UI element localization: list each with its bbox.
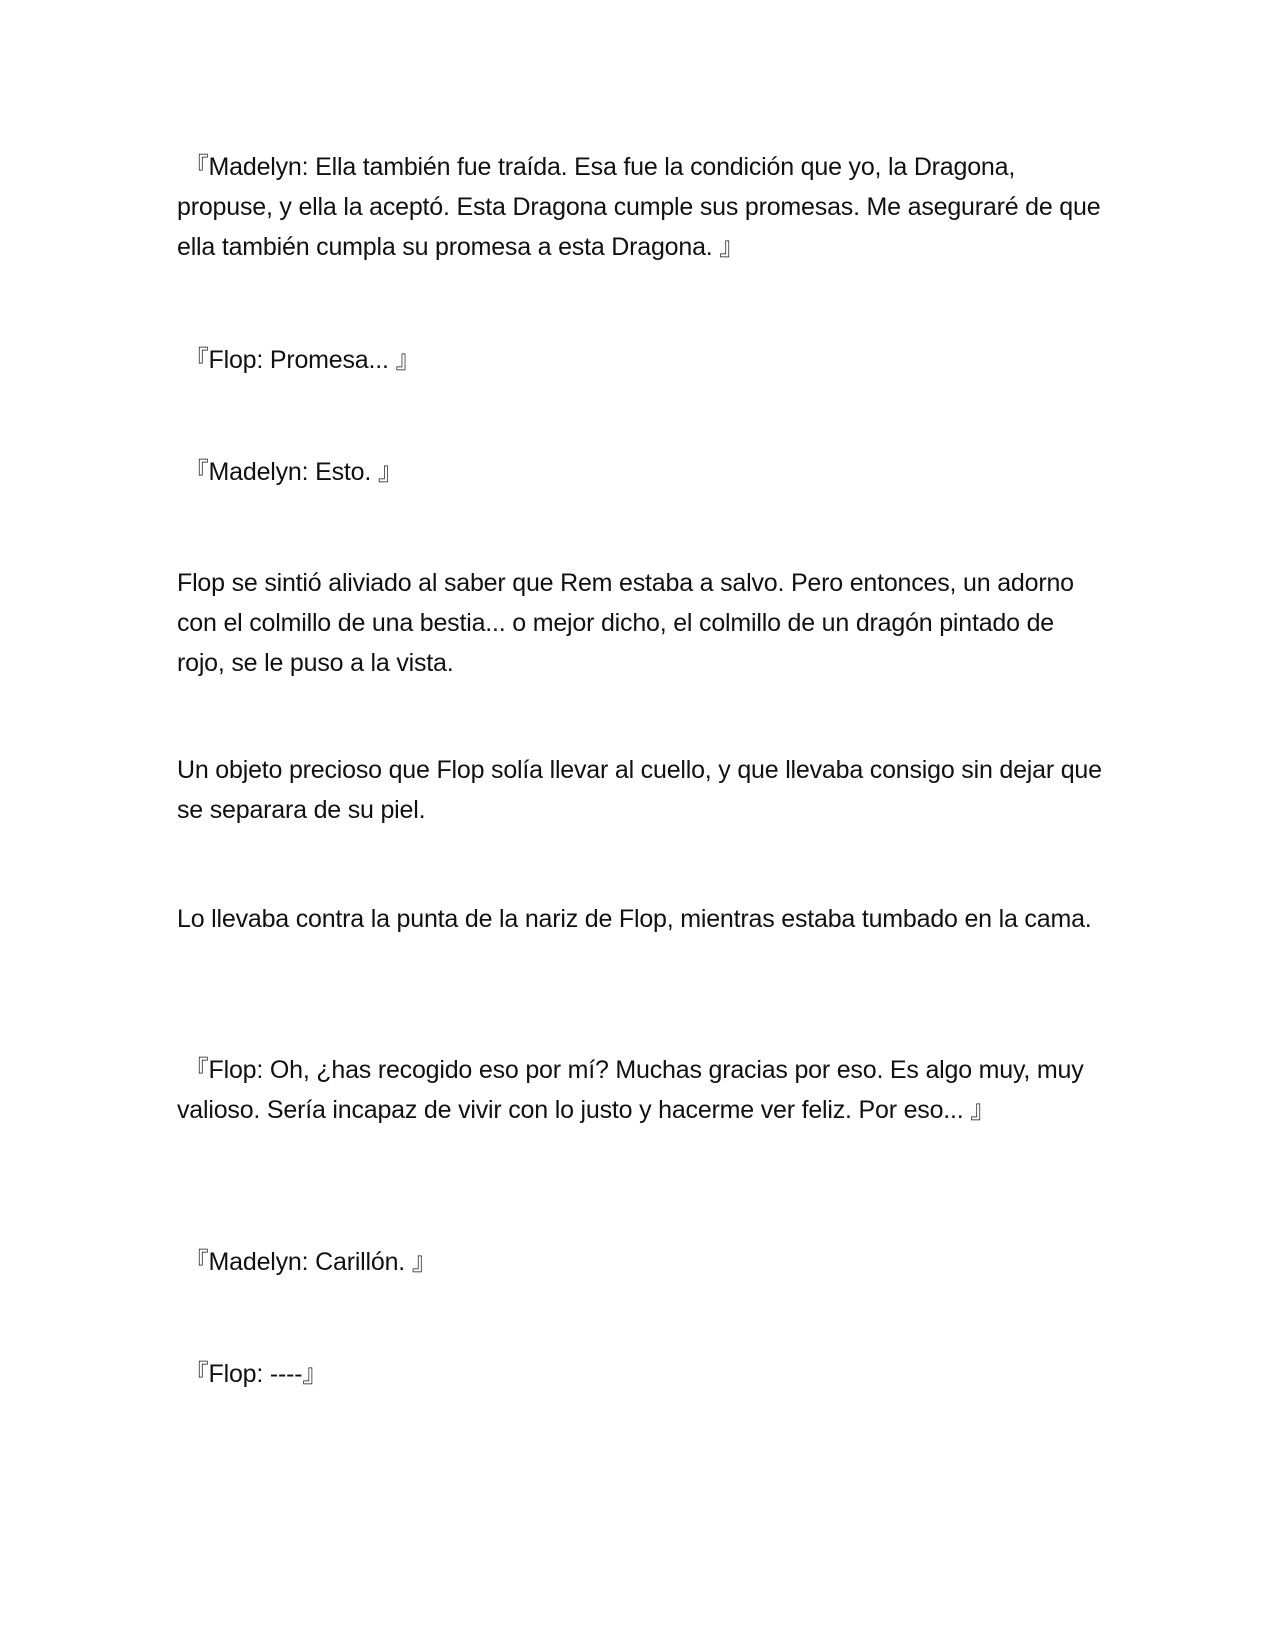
paragraph-madelyn-dialogue: 『Madelyn: Ella también fue traída. Esa fue la condición que yo, la Dragona, propuse, y ella la aceptó. Esta Dragona cumple sus promesas. Me aseguraré de que ella también cumpla su promesa a esta Dragona. 』 (177, 153, 1101, 261)
paragraph-flop-promesa: 『Flop: Promesa... 』 (177, 346, 421, 374)
paragraph-madelyn-carillon: 『Madelyn: Carillón. 』 (177, 1248, 437, 1276)
paragraph-narration-relief: Flop se sintió aliviado al saber que Rem estaba a salvo. Pero entonces, un adorno con el colmillo de una bestia... o mejor dicho, el colmillo de un dragón pintado de rojo, se le puso a la vista. (177, 569, 1074, 677)
paragraph-flop-ending: 『Flop: ----』 (177, 1360, 328, 1388)
paragraph-narration-nose: Lo llevaba contra la punta de la nariz de Flop, mientras estaba tumbado en la cama. (177, 905, 1092, 933)
paragraph-flop-dialogue: 『Flop: Oh, ¿has recogido eso por mí? Muchas gracias por eso. Es algo muy, muy valioso. Sería incapaz de vivir con lo justo y hacerme ver feliz. Por eso... 』 (177, 1056, 1084, 1124)
paragraph-narration-object: Un objeto precioso que Flop solía llevar al cuello, y que llevaba consigo sin dejar que se separara de su piel. (177, 756, 1102, 824)
paragraph-madelyn-esto: 『Madelyn: Esto. 』 (177, 458, 403, 486)
